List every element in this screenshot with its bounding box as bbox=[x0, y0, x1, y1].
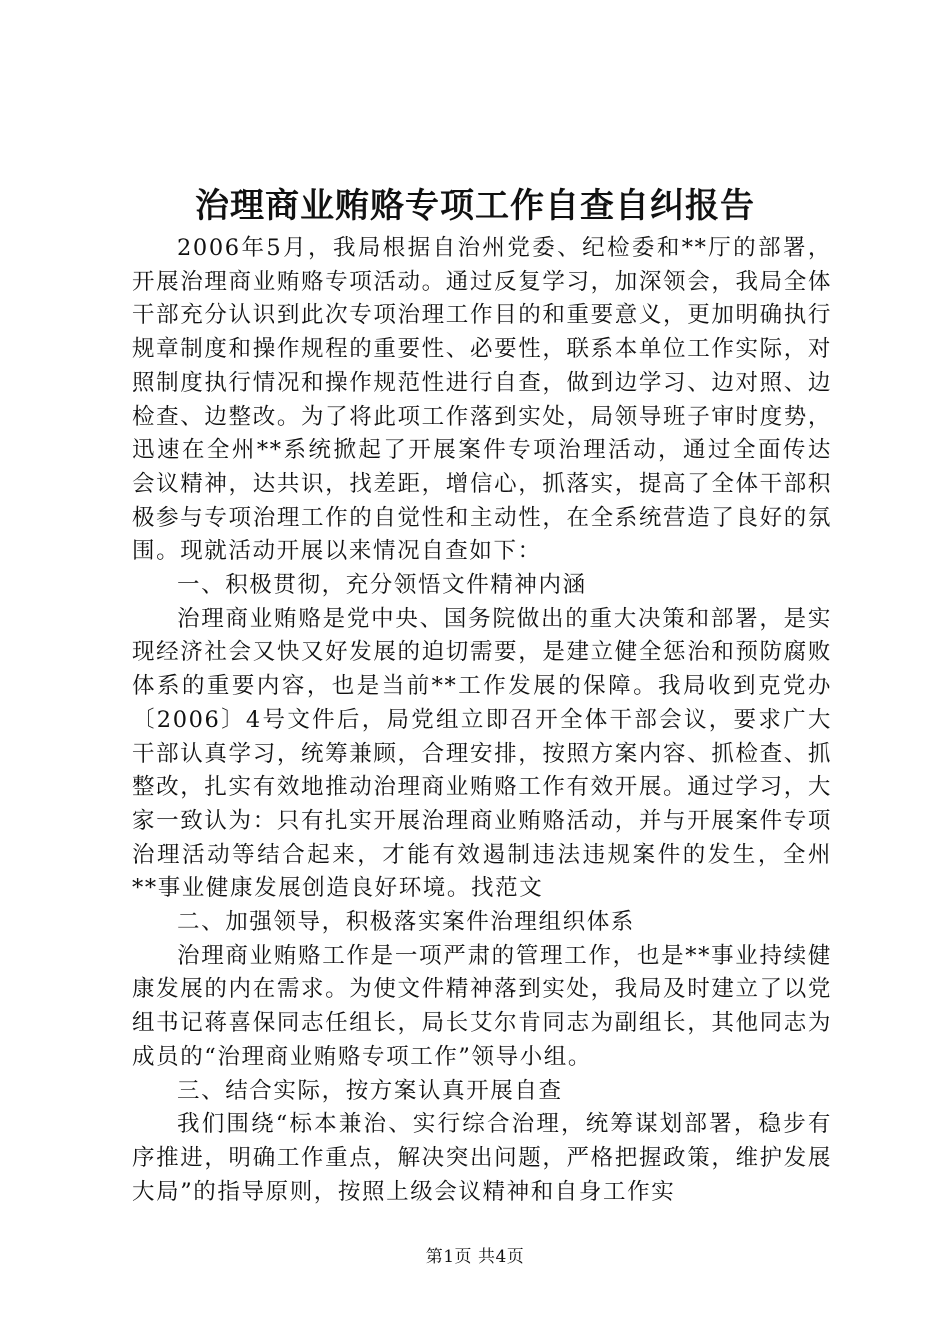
section-heading-2: 二、加强领导，积极落实案件治理组织体系 bbox=[177, 909, 635, 936]
paragraph-section-3: 我们围绕“标本兼治、实行综合治理，统筹谋划部署，稳步有序推进，明确工作重点，解决突出问题，严格把握政策，维护发展大局”的指导原则，按照上级会议精神和自身工作实 bbox=[132, 1111, 832, 1205]
document-body bbox=[132, 232, 832, 1209]
paragraph-section-2: 治理商业贿赂工作是一项严肃的管理工作，也是**事业持续健康发展的内在需求。为使文件精神落到实处，我局及时建立了以党组书记蒋喜保同志任组长，局长艾尔肯同志为副组长，其他同志为成员的“治理商业贿赂专项工作”领导小组。 bbox=[132, 942, 832, 1070]
page-number-footer: 第1页 共4页 bbox=[425, 1247, 525, 1267]
paragraph-intro: 2006年5月，我局根据自治州党委、纪检委和**厅的部署，开展治理商业贿赂专项活动。通过反复学习，加深领会，我局全体干部充分认识到此次专项治理工作目的和重要意义，更加明确执行规章制度和操作规程的重要性、必要性，联系本单位工作实际，对照制度执行情况和操作规范性进行自查，做到边学习、边对照、边检查、边整改。为了将此项工作落到实处，局领导班子审时度势，迅速在全州**系统掀起了开展案件专项治理活动，通过全面传达会议精神，达共识，找差距，增信心，抓落实，提高了全体干部积极参与专项治理工作的自觉性和主动性，在全系统营造了良好的氛围。现就活动开展以来情况自查如下： bbox=[132, 235, 832, 565]
document-title: 治理商业贿赂专项工作自查自纠报告 bbox=[195, 186, 755, 226]
section-heading-1: 一、积极贯彻，充分领悟文件精神内涵 bbox=[177, 572, 587, 599]
section-heading-3: 三、结合实际，按方案认真开展自查 bbox=[177, 1077, 563, 1104]
paragraph-section-1: 治理商业贿赂是党中央、国务院做出的重大决策和部署，是实现经济社会又快又好发展的迫切需要，是建立健全惩治和预防腐败体系的重要内容，也是当前**工作发展的保障。我局收到克党办〔2006〕4号文件后，局党组立即召开全体干部会议，要求广大干部认真学习，统筹兼顾，合理安排，按照方案内容、抓检查、抓整改，扎实有效地推动治理商业贿赂工作有效开展。通过学习，大家一致认为：只有扎实开展治理商业贿赂活动，并与开展案件专项治理活动等结合起来，才能有效遏制违法违规案件的发生，全州**事业健康发展创造良好环境。找范文 bbox=[132, 605, 832, 902]
